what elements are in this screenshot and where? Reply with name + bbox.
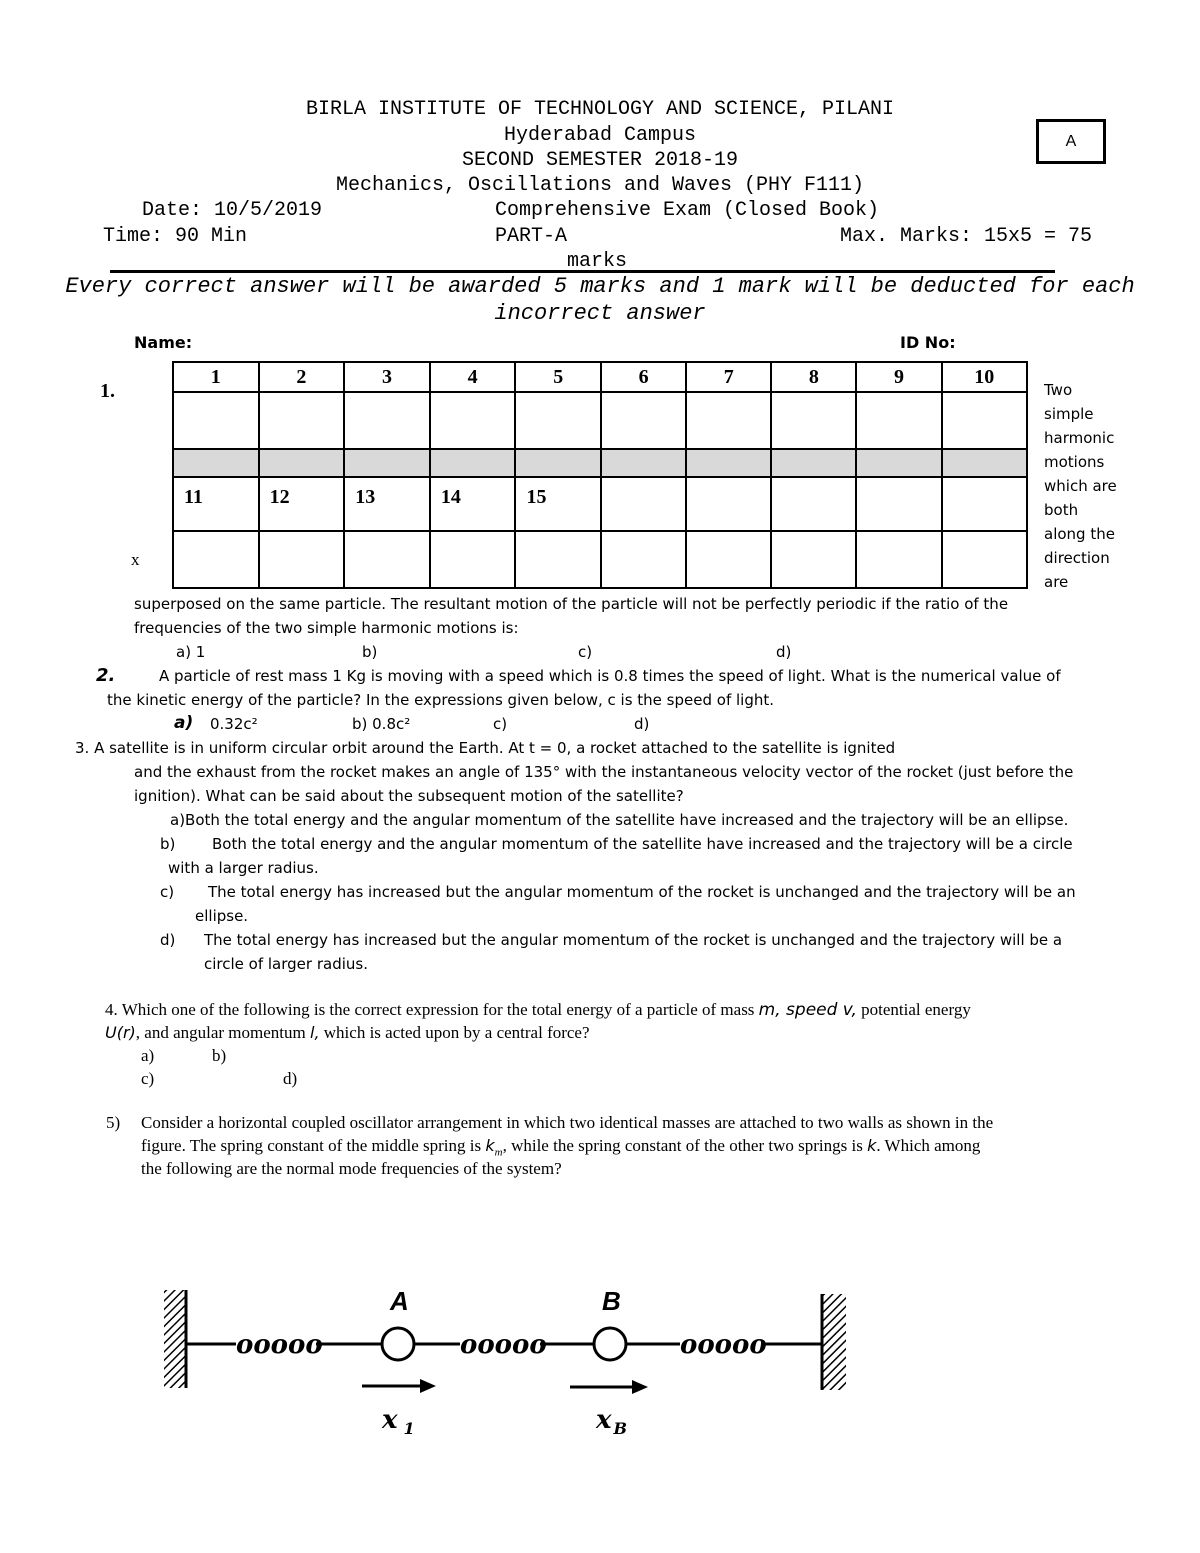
answer-cell[interactable] bbox=[173, 531, 259, 588]
label-b: B bbox=[602, 1286, 621, 1316]
q4-mass: m, bbox=[758, 1000, 781, 1020]
middle-spring: ooooo bbox=[460, 1330, 547, 1360]
q2-option-b: b) 0.8c² bbox=[352, 715, 411, 733]
grid-number: 10 bbox=[942, 362, 1027, 392]
grid-number: 14 bbox=[430, 477, 516, 531]
side-word: harmonic bbox=[1044, 429, 1115, 447]
header-divider bbox=[110, 270, 1055, 273]
grid-number: 7 bbox=[686, 362, 771, 392]
q5-line-3: the following are the normal mode frequencies of the system? bbox=[141, 1159, 562, 1178]
coupled-oscillator-figure bbox=[150, 1280, 870, 1450]
shaded-cell bbox=[771, 449, 856, 477]
q3-option-c-cont: ellipse. bbox=[195, 907, 249, 925]
q4-potential: U(r) bbox=[105, 1023, 136, 1042]
answer-cell[interactable] bbox=[686, 392, 771, 449]
arrow-xb-head bbox=[632, 1380, 648, 1394]
grid-number bbox=[771, 477, 856, 531]
instruction-line-2: incorrect answer bbox=[494, 301, 706, 326]
q4-text: , and angular momentum bbox=[135, 1023, 310, 1042]
label-a: A bbox=[390, 1286, 409, 1316]
label-x1-sub: 1 bbox=[403, 1419, 415, 1438]
arrow-x1-head bbox=[420, 1379, 436, 1393]
q5-line-1: Consider a horizontal coupled oscillator arrangement in which two identical masses are attached to two walls as shown in the bbox=[141, 1113, 994, 1132]
right-spring: ooooo bbox=[680, 1330, 767, 1360]
semester: SECOND SEMESTER 2018-19 bbox=[461, 149, 739, 172]
grid-number: 8 bbox=[771, 362, 856, 392]
q4-speed: speed v, bbox=[780, 1000, 857, 1020]
q2-option-c: c) bbox=[493, 715, 508, 733]
answer-cell[interactable] bbox=[601, 392, 686, 449]
set-label-box bbox=[1036, 119, 1106, 164]
q3-option-d-cont: circle of larger radius. bbox=[204, 955, 368, 973]
q4-option-c: c) bbox=[141, 1069, 155, 1088]
side-word: which are bbox=[1044, 477, 1117, 495]
grid-number: 3 bbox=[344, 362, 430, 392]
side-word: simple bbox=[1044, 405, 1094, 423]
grid-number: 1 bbox=[173, 362, 259, 392]
q4-option-a: a) bbox=[141, 1046, 155, 1065]
q4-text: 4. Which one of the following is the correct expression for the total energy of a particle of mass bbox=[105, 1000, 759, 1019]
q4-line-1 bbox=[105, 1000, 971, 1020]
q1-line-1: superposed on the same particle. The resultant motion of the particle will not be perfectly periodic if the ratio of the bbox=[134, 595, 1009, 613]
q5-text: figure. The spring constant of the middle spring is bbox=[141, 1136, 486, 1155]
grid-number bbox=[942, 477, 1027, 531]
answer-cell[interactable] bbox=[515, 531, 601, 588]
q3-option-c: The total energy has increased but the angular momentum of the rocket is unchanged and the trajectory will be an bbox=[208, 883, 1076, 901]
instruction-line-1: Every correct answer will be awarded 5 marks and 1 mark will be deducted for each bbox=[65, 274, 1135, 299]
q1-option-b: b) bbox=[362, 643, 378, 661]
exam-part: PART-A bbox=[495, 225, 568, 248]
q5-text: , while the spring constant of the other two springs is bbox=[502, 1136, 868, 1155]
q4-text: which is acted upon by a central force? bbox=[319, 1023, 590, 1042]
answer-cell[interactable] bbox=[856, 531, 941, 588]
q2-line-1: A particle of rest mass 1 Kg is moving with a speed which is 0.8 times the speed of light. What is the numerical value of bbox=[159, 667, 1061, 685]
q3-option-d-label: d) bbox=[160, 931, 176, 949]
left-spring: ooooo bbox=[236, 1330, 323, 1360]
side-word: direction bbox=[1044, 549, 1110, 567]
stray-x: x bbox=[131, 550, 140, 569]
left-wall bbox=[164, 1290, 186, 1388]
answer-cell[interactable] bbox=[515, 392, 601, 449]
answer-cell[interactable] bbox=[601, 531, 686, 588]
answer-cell[interactable] bbox=[771, 531, 856, 588]
label-xb-sub: B bbox=[613, 1419, 628, 1438]
q3-line-2: and the exhaust from the rocket makes an angle of 135° with the instantaneous velocity vector of the rocket (just before the bbox=[134, 763, 1074, 781]
q1-line-2: frequencies of the two simple harmonic motions is: bbox=[134, 619, 519, 637]
q4-angular: l, bbox=[310, 1023, 320, 1042]
grid-number: 6 bbox=[601, 362, 686, 392]
side-word: Two bbox=[1044, 381, 1073, 399]
answer-cell[interactable] bbox=[686, 531, 771, 588]
answer-cell[interactable] bbox=[430, 392, 516, 449]
grid-number: 15 bbox=[515, 477, 601, 531]
grid-number: 5 bbox=[515, 362, 601, 392]
set-label: A bbox=[1065, 132, 1077, 150]
q2-number: 2. bbox=[96, 665, 116, 686]
course-title: Mechanics, Oscillations and Waves (PHY F111) bbox=[335, 174, 865, 197]
q1-number: 1. bbox=[100, 380, 115, 402]
grid-number bbox=[601, 477, 686, 531]
id-label: ID No: bbox=[900, 333, 956, 352]
exam-time: Time: 90 Min bbox=[103, 225, 248, 248]
q2-option-a-label: a) bbox=[174, 713, 194, 733]
answer-cell[interactable] bbox=[259, 531, 345, 588]
grid-number: 11 bbox=[173, 477, 259, 531]
answer-cell[interactable] bbox=[344, 531, 430, 588]
answer-cell[interactable] bbox=[259, 392, 345, 449]
grid-number: 12 bbox=[259, 477, 345, 531]
side-word: along the bbox=[1044, 525, 1115, 543]
exam-type: Comprehensive Exam (Closed Book) bbox=[495, 199, 880, 222]
answer-cell[interactable] bbox=[856, 392, 941, 449]
campus-name: Hyderabad Campus bbox=[503, 124, 697, 147]
shaded-cell bbox=[856, 449, 941, 477]
q1-option-d: d) bbox=[776, 643, 792, 661]
grid-number: 2 bbox=[259, 362, 345, 392]
answer-cell[interactable] bbox=[942, 531, 1027, 588]
answer-cell[interactable] bbox=[173, 392, 259, 449]
shaded-cell bbox=[942, 449, 1027, 477]
q3-option-d: The total energy has increased but the angular momentum of the rocket is unchanged and the trajectory will be a bbox=[204, 931, 1063, 949]
q5-k: k bbox=[867, 1136, 877, 1155]
q2-option-a: 0.32c² bbox=[210, 715, 258, 733]
label-x1 bbox=[381, 1405, 415, 1438]
right-wall bbox=[822, 1294, 846, 1390]
shaded-cell bbox=[515, 449, 601, 477]
answer-cell[interactable] bbox=[430, 531, 516, 588]
q3-line-1: 3. A satellite is in uniform circular orbit around the Earth. At t = 0, a rocket attached to the satellite is ignited bbox=[75, 739, 896, 757]
shaded-cell bbox=[430, 449, 516, 477]
grid-number bbox=[686, 477, 771, 531]
marks-word: marks bbox=[567, 250, 628, 273]
mass-a bbox=[382, 1328, 414, 1360]
q1-option-a: a) 1 bbox=[176, 643, 206, 661]
mass-b bbox=[594, 1328, 626, 1360]
answer-cell[interactable] bbox=[942, 392, 1027, 449]
q3-option-b-cont: with a larger radius. bbox=[168, 859, 319, 877]
q3-line-3: ignition). What can be said about the subsequent motion of the satellite? bbox=[134, 787, 684, 805]
q4-option-b: b) bbox=[212, 1046, 227, 1065]
q3-option-b-label: b) bbox=[160, 835, 176, 853]
side-word: motions bbox=[1044, 453, 1105, 471]
name-label: Name: bbox=[134, 333, 193, 352]
grid-number: 4 bbox=[430, 362, 516, 392]
exam-date: Date: 10/5/2019 bbox=[142, 199, 323, 222]
answer-cell[interactable] bbox=[344, 392, 430, 449]
answer-grid bbox=[172, 361, 1028, 589]
q3-option-a: a)Both the total energy and the angular momentum of the satellite have increased and the trajectory will be an ellipse. bbox=[170, 811, 1069, 829]
max-marks: Max. Marks: 15x5 = 75 bbox=[840, 225, 1093, 248]
shaded-cell bbox=[344, 449, 430, 477]
q1-side-text bbox=[1044, 378, 1124, 594]
shaded-cell bbox=[686, 449, 771, 477]
shaded-cell bbox=[259, 449, 345, 477]
q1-option-c: c) bbox=[578, 643, 593, 661]
side-word: are bbox=[1044, 573, 1069, 591]
label-xb bbox=[595, 1405, 627, 1438]
institute-title: BIRLA INSTITUTE OF TECHNOLOGY AND SCIENCE, PILANI bbox=[305, 98, 895, 121]
shaded-cell bbox=[173, 449, 259, 477]
q5-text: . Which among bbox=[876, 1136, 981, 1155]
q2-line-2: the kinetic energy of the particle? In the expressions given below, c is the speed of light. bbox=[107, 691, 775, 709]
grid-number: 13 bbox=[344, 477, 430, 531]
q4-line-2 bbox=[105, 1023, 590, 1043]
q5-km-sub: m bbox=[494, 1146, 503, 1159]
grid-number: 9 bbox=[856, 362, 941, 392]
q3-option-b: Both the total energy and the angular momentum of the satellite have increased and the trajectory will be a circle bbox=[212, 835, 1073, 853]
label-x1-main: x bbox=[382, 1405, 398, 1435]
shaded-cell bbox=[601, 449, 686, 477]
q5-km: k bbox=[485, 1136, 495, 1155]
side-word: both bbox=[1044, 501, 1079, 519]
q5-number: 5) bbox=[106, 1113, 121, 1132]
q3-option-c-label: c) bbox=[160, 883, 175, 901]
answer-cell[interactable] bbox=[771, 392, 856, 449]
label-xb-main: x bbox=[596, 1405, 612, 1435]
q5-line-2 bbox=[141, 1136, 980, 1158]
q2-option-d: d) bbox=[634, 715, 650, 733]
grid-number bbox=[856, 477, 941, 531]
q4-text: potential energy bbox=[856, 1000, 971, 1019]
q4-option-d: d) bbox=[283, 1069, 298, 1088]
